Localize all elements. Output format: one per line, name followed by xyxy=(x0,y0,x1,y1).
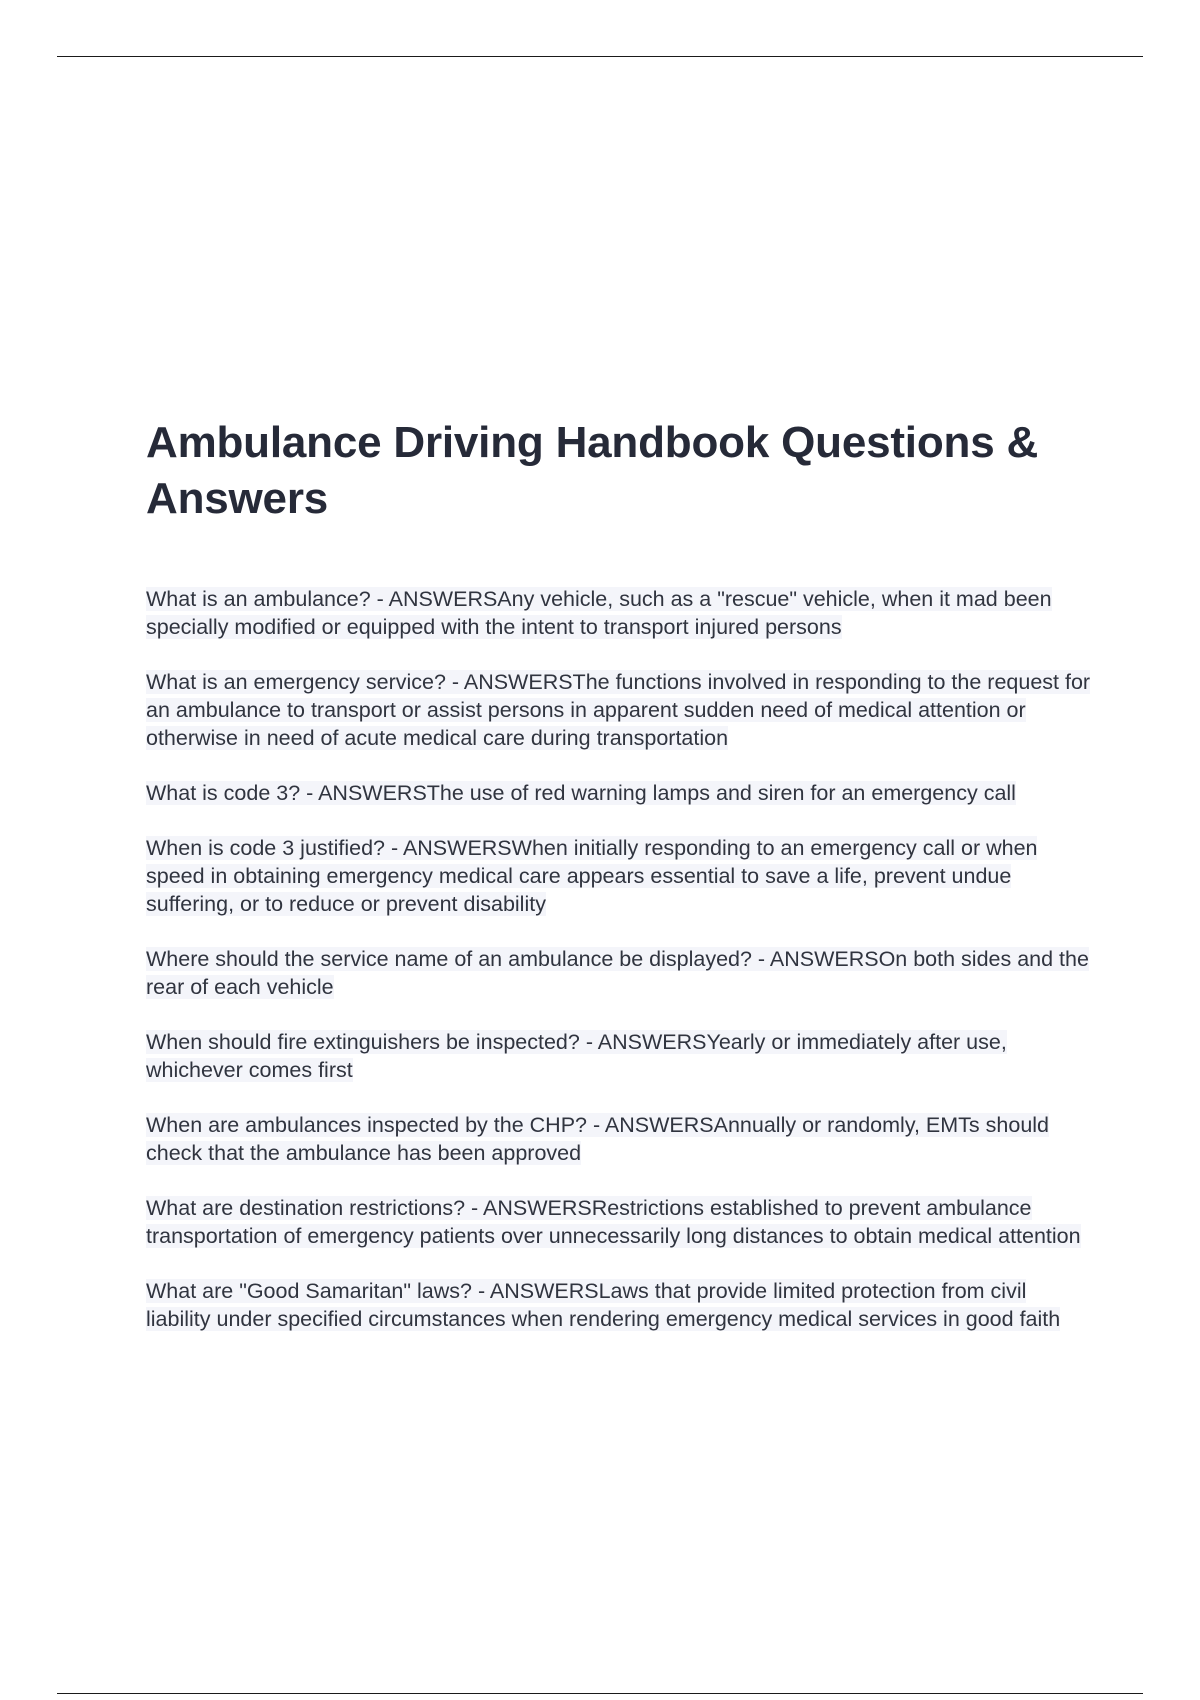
qa-text: When are ambulances inspected by the CHP? - ANSWERSAnnually or randomly, EMTs should check that the ambulance has been approved xyxy=(146,1113,1050,1165)
qa-text: Where should the service name of an ambulance be displayed? - ANSWERSOn both sides and the rear of each vehicle xyxy=(146,947,1089,999)
qa-text: When should fire extinguishers be inspected? - ANSWERSYearly or immediately after use, whichever comes first xyxy=(146,1030,1007,1082)
bottom-rule xyxy=(57,1693,1143,1694)
qa-list xyxy=(146,585,1096,1333)
document-body xyxy=(146,415,1096,1360)
qa-text: When is code 3 justified? - ANSWERSWhen initially responding to an emergency call or when speed in obtaining emergency medical care appears essential to save a life, prevent undue suffering, or to reduce or prevent disability xyxy=(146,836,1038,916)
qa-item xyxy=(146,945,1096,1001)
qa-item xyxy=(146,585,1096,641)
qa-item xyxy=(146,1194,1096,1250)
qa-item xyxy=(146,1277,1096,1333)
qa-item xyxy=(146,668,1096,752)
document-title: Ambulance Driving Handbook Questions & Answers xyxy=(146,418,1039,523)
qa-item xyxy=(146,834,1096,918)
qa-item xyxy=(146,1028,1096,1084)
qa-text: What are "Good Samaritan" laws? - ANSWERSLaws that provide limited protection from civil liability under specified circumstances when rendering emergency medical services in good faith xyxy=(146,1279,1061,1331)
qa-text: What is an emergency service? - ANSWERSThe functions involved in responding to the request for an ambulance to transport or assist persons in apparent sudden need of medical attention or otherwise in need of acute medical care during transportation xyxy=(146,670,1091,750)
qa-item xyxy=(146,1111,1096,1167)
qa-text: What are destination restrictions? - ANSWERSRestrictions established to prevent ambulance transportation of emergency patients over unnecessarily long distances to obtain medical attention xyxy=(146,1196,1081,1248)
top-rule xyxy=(57,56,1143,57)
qa-text: What is code 3? - ANSWERSThe use of red warning lamps and siren for an emergency call xyxy=(146,781,1016,805)
qa-text: What is an ambulance? - ANSWERSAny vehicle, such as a "rescue" vehicle, when it mad been specially modified or equipped with the intent to transport injured persons xyxy=(146,587,1052,639)
qa-item xyxy=(146,779,1096,807)
